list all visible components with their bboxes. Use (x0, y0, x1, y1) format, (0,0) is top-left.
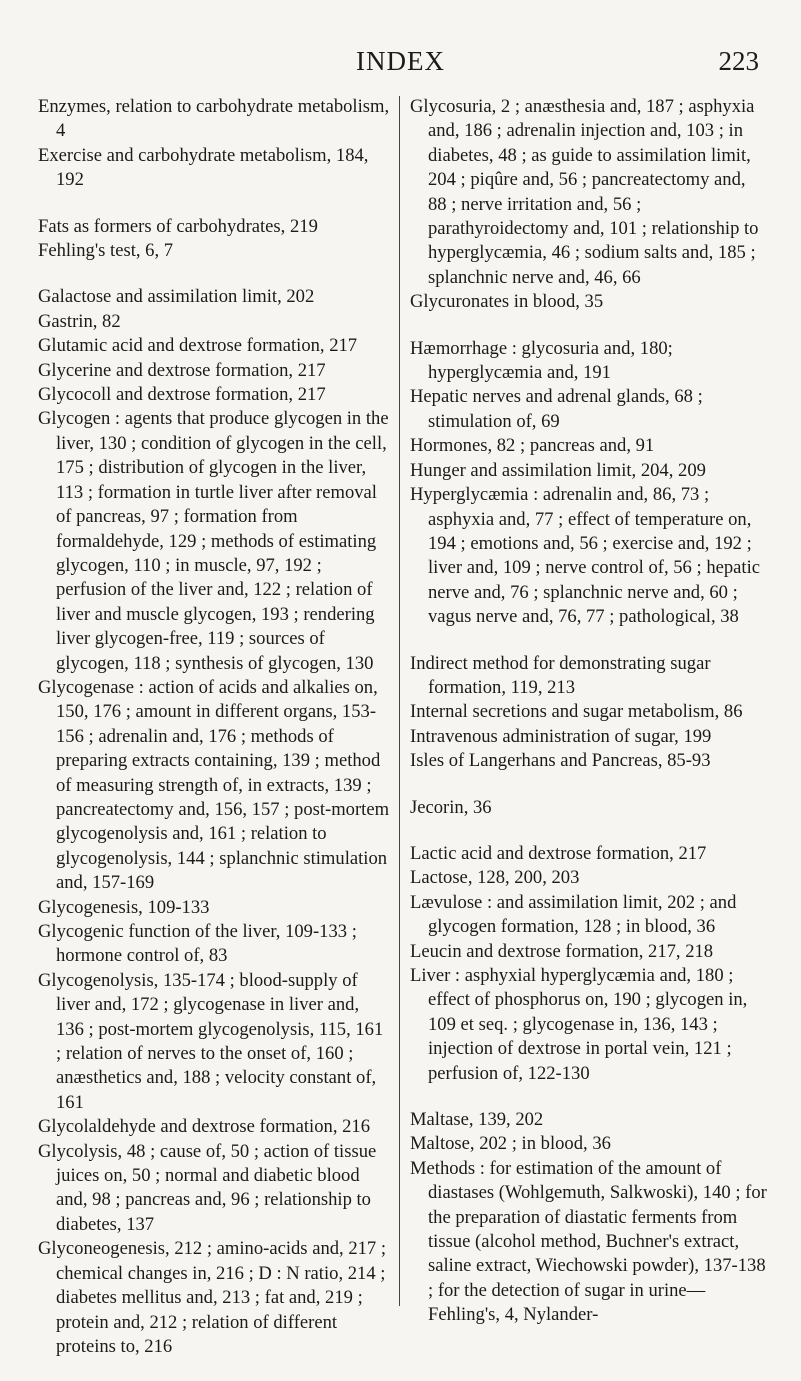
index-entry: Glycogen : agents that produce glycogen in the liver, 130 ; condition of glycogen in the cell, 175 ; distribution of glycogen in the liver, 113 ; formation in turtle liver after removal of pancreas, 97 ; formation from formaldehyde, 129 ; methods of estimating glycogen, 110 ; in muscle, 97, 192 ; perfusion of the liver and, 122 ; relation of liver and muscle glycogen, 193 ; rendering liver glycogen-free, 119 ; sources of glycogen, 118 ; synthesis of glycogen, 130 (38, 408, 389, 674)
index-group (410, 1108, 767, 1328)
index-group (410, 337, 767, 630)
column-divider (399, 96, 400, 1306)
index-entry: Glycuronates in blood, 35 (410, 291, 604, 313)
index-entry: Fats as formers of carbohydrates, 219 (38, 215, 318, 237)
index-column-right (410, 95, 767, 1350)
index-entry: Liver : asphyxial hyperglycæmia and, 180 ; effect of phosphorus on, 190 ; glycogen in, 109 et seq. ; glycogenase in, 136, 143 ; injection of dextrose in portal vein, 121 ; perfusion of, 122-130 (410, 965, 748, 1084)
index-group (38, 285, 390, 1359)
index-group (410, 652, 767, 774)
index-entry: Glycogenic function of the liver, 109-133 ; hormone control of, 83 (38, 921, 357, 967)
index-entry: Methods : for estimation of the amount of diastases (Wohlgemuth, Salkwoski), 140 ; for the preparation of diastatic ferments from tissue (alcohol method, Buchner's extract, saline extract, Wiechowski powder), 137-138 ; for the detection of sugar in urine—Fehling's, 4, Nylander- (410, 1157, 767, 1326)
index-entry: Maltose, 202 ; in blood, 36 (410, 1133, 611, 1155)
index-entry: Indirect method for demonstrating sugar formation, 119, 213 (410, 652, 711, 698)
index-entry: Glycosuria, 2 ; anæsthesia and, 187 ; asphyxia and, 186 ; adrenalin injection and, 103 ; in diabetes, 48 ; as guide to assimilation limit, 204 ; piqûre and, 56 ; pancreatectomy and, 88 ; nerve irritation and, 56 ; parathyroidectomy and, 101 ; relationship to hyperglycæmia, 46 ; sodium salts and, 185 ; splanchnic nerve and, 46, 66 (410, 96, 759, 288)
index-group (410, 842, 767, 1086)
page-number: 223 (718, 46, 759, 76)
index-group (38, 95, 390, 193)
index-entry: Glutamic acid and dextrose formation, 217 (38, 335, 358, 357)
index-entry: Glycogenase : action of acids and alkalies on, 150, 176 ; amount in different organs, 153-156 ; adrenalin and, 176 ; methods of preparing extracts containing, 139 ; method of measuring strength of, in extracts, 139 ; pancreatectomy and, 156, 157 ; post-mortem glycogenolysis and, 161 ; relation to glycogenolysis, 144 ; splanchnic stimulation and, 157-169 (38, 676, 390, 894)
index-group (410, 796, 767, 820)
page-header (0, 40, 801, 80)
index-entry: Glycogenesis, 109-133 (38, 896, 210, 918)
index-entry: Internal secretions and sugar metabolism, 86 (410, 701, 743, 723)
index-entry: Jecorin, 36 (410, 796, 492, 818)
index-entry: Maltase, 139, 202 (410, 1109, 544, 1131)
index-group (38, 215, 390, 264)
index-column-left (38, 95, 390, 1381)
index-entry: Glycocoll and dextrose formation, 217 (38, 384, 326, 406)
index-entry: Isles of Langerhans and Pancreas, 85-93 (410, 750, 711, 772)
index-entry: Glycolaldehyde and dextrose formation, 216 (38, 1116, 371, 1138)
index-entry: Intravenous administration of sugar, 199 (410, 725, 712, 747)
index-entry: Hyperglycæmia : adrenalin and, 86, 73 ; asphyxia and, 77 ; effect of temperature on, 194 ; emotions and, 56 ; exercise and, 192 ; liver and, 109 ; nerve control of, 56 ; hepatic nerve and, 76 ; splanchnic nerve and, 60 ; vagus nerve and, 76, 77 ; pathological, 38 (410, 484, 761, 628)
index-entry: Galactose and assimilation limit, 202 (38, 286, 315, 308)
index-entry: Exercise and carbohydrate metabolism, 184, 192 (38, 144, 369, 191)
index-entry: Lævulose : and assimilation limit, 202 ; and glycogen formation, 128 ; in blood, 36 (410, 891, 737, 938)
index-entry: Leucin and dextrose formation, 217, 218 (410, 940, 714, 962)
index-entry: Lactose, 128, 200, 203 (410, 867, 580, 889)
index-entry: Glyconeogenesis, 212 ; amino-acids and, 217 ; chemical changes in, 216 ; D : N ratio, 214 ; diabetes mellitus and, 213 ; fat and, 219 ; protein and, 212 ; relation of different proteins to, 216 (38, 1238, 387, 1357)
index-entry: Hormones, 82 ; pancreas and, 91 (410, 435, 655, 457)
index-entry: Lactic acid and dextrose formation, 217 (410, 842, 707, 864)
page-title: INDEX (356, 46, 445, 76)
index-entry: Gastrin, 82 (38, 310, 121, 332)
index-entry: Glycerine and dextrose formation, 217 (38, 359, 326, 381)
index-entry: Hæmorrhage : glycosuria and, 180; hyperglycæmia and, 191 (410, 337, 673, 384)
index-entry: Glycolysis, 48 ; cause of, 50 ; action of tissue juices on, 50 ; normal and diabetic blood and, 98 ; pancreas and, 96 ; relationship to diabetes, 137 (38, 1140, 377, 1235)
index-entry: Glycogenolysis, 135-174 ; blood-supply of liver and, 172 ; glycogenase in liver and, 136 ; post-mortem glycogenolysis, 115, 161 ; relation of nerves to the onset of, 160 ; anæsthetics and, 188 ; velocity constant of, 161 (38, 969, 384, 1113)
index-group (410, 95, 767, 315)
index-entry: Hunger and assimilation limit, 204, 209 (410, 459, 706, 481)
index-entry: Enzymes, relation to carbohydrate metabolism, 4 (38, 96, 390, 142)
index-entry: Fehling's test, 6, 7 (38, 240, 174, 262)
index-entry: Hepatic nerves and adrenal glands, 68 ; stimulation of, 69 (410, 386, 703, 432)
